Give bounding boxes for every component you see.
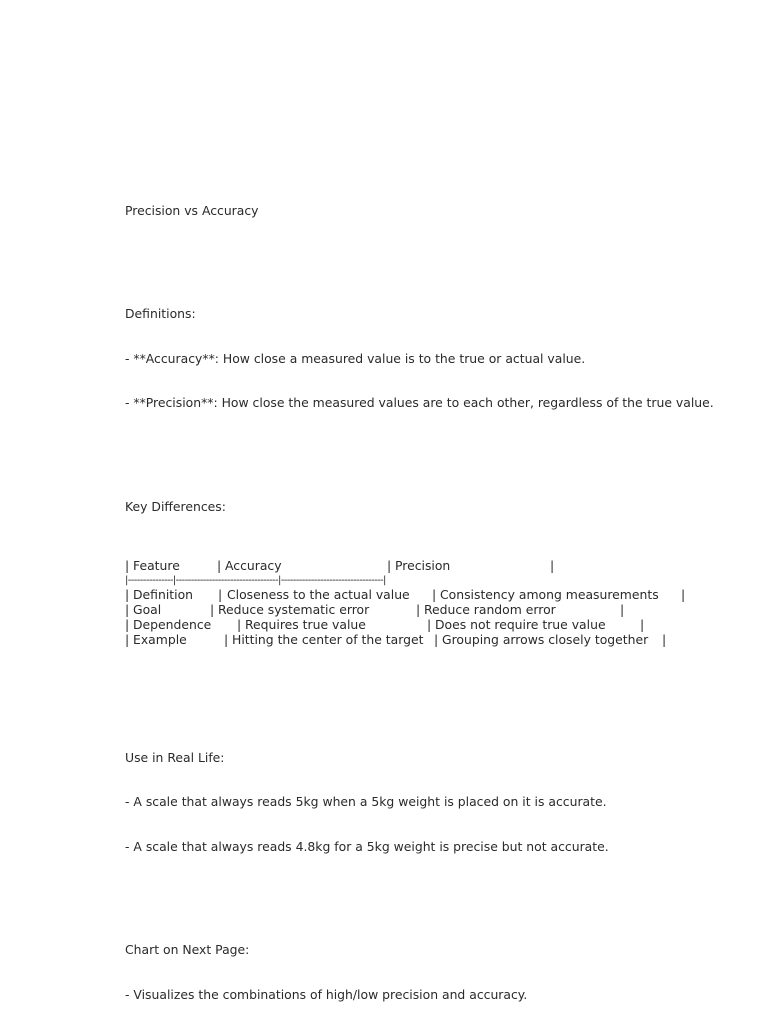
table-row — [125, 602, 625, 618]
table-pipe: | — [387, 557, 392, 573]
table-cell: Reduce random error — [424, 602, 556, 618]
table-cell: Goal — [133, 602, 162, 618]
table-cell: Requires true value — [245, 616, 366, 632]
table-cell: Example — [133, 631, 187, 647]
definition-precision: - **Precision**: How close the measured values are to each other, regardless of the true value. — [125, 394, 714, 410]
table-cell: Closeness to the actual value — [227, 587, 410, 603]
definition-accuracy: - **Accuracy**: How close a measured value is to the true or actual value. — [125, 350, 586, 366]
table-row — [125, 587, 686, 603]
table-header-cell: Precision — [395, 557, 451, 573]
blank-line — [125, 692, 745, 707]
table-pipe: | — [640, 616, 645, 632]
table-header-cell: Accuracy — [225, 557, 282, 573]
table-row — [125, 616, 645, 633]
table-separator: |---------------|----------------------------------|----------------------------------| — [125, 574, 386, 586]
table-cell: Consistency among measurements — [440, 587, 659, 603]
table-pipe: | — [210, 602, 215, 618]
table-pipe: | — [218, 587, 223, 603]
table-pipe: | — [217, 557, 222, 573]
table-pipe: | — [125, 557, 130, 573]
table-pipe: | — [427, 616, 432, 632]
real-life-example: - A scale that always reads 5kg when a 5kg weight is placed on it is accurate. — [125, 794, 607, 810]
table-cell: Definition — [133, 587, 193, 603]
real-life-heading: Use in Real Life: — [125, 750, 225, 766]
table-pipe: | — [125, 631, 130, 647]
chart-note: - Visualizes the combinations of high/low precision and accuracy. — [125, 986, 528, 1002]
table-pipe: | — [125, 602, 130, 618]
table-pipe: | — [125, 616, 130, 632]
table-row — [125, 631, 667, 648]
table-pipe: | — [237, 616, 242, 632]
table-pipe: | — [434, 631, 439, 647]
blank-line — [125, 440, 745, 455]
differences-table — [125, 559, 745, 648]
table-cell: Dependence — [133, 616, 212, 632]
blank-line — [125, 248, 745, 263]
key-differences-heading: Key Differences: — [125, 498, 226, 514]
definitions-heading: Definitions: — [125, 306, 196, 322]
real-life-example: - A scale that always reads 4.8kg for a 5kg weight is precise but not accurate. — [125, 838, 609, 854]
chart-heading: Chart on Next Page: — [125, 942, 250, 958]
table-header-row — [125, 557, 555, 574]
table-cell: Does not require true value — [435, 616, 606, 632]
table-cell: Reduce systematic error — [218, 602, 370, 618]
document-body — [125, 174, 745, 1032]
blank-line — [125, 884, 745, 899]
table-pipe: | — [550, 557, 555, 573]
document-title: Precision vs Accuracy — [125, 202, 259, 218]
table-pipe: | — [224, 631, 229, 647]
table-pipe: | — [432, 587, 437, 603]
table-pipe: | — [125, 587, 130, 603]
table-header-cell: Feature — [133, 557, 180, 573]
table-cell: Grouping arrows closely together — [442, 631, 649, 647]
table-pipe: | — [620, 602, 625, 618]
table-pipe: | — [681, 587, 686, 603]
table-pipe: | — [416, 602, 421, 618]
table-cell: Hitting the center of the target — [232, 631, 424, 647]
table-pipe: | — [662, 631, 667, 647]
